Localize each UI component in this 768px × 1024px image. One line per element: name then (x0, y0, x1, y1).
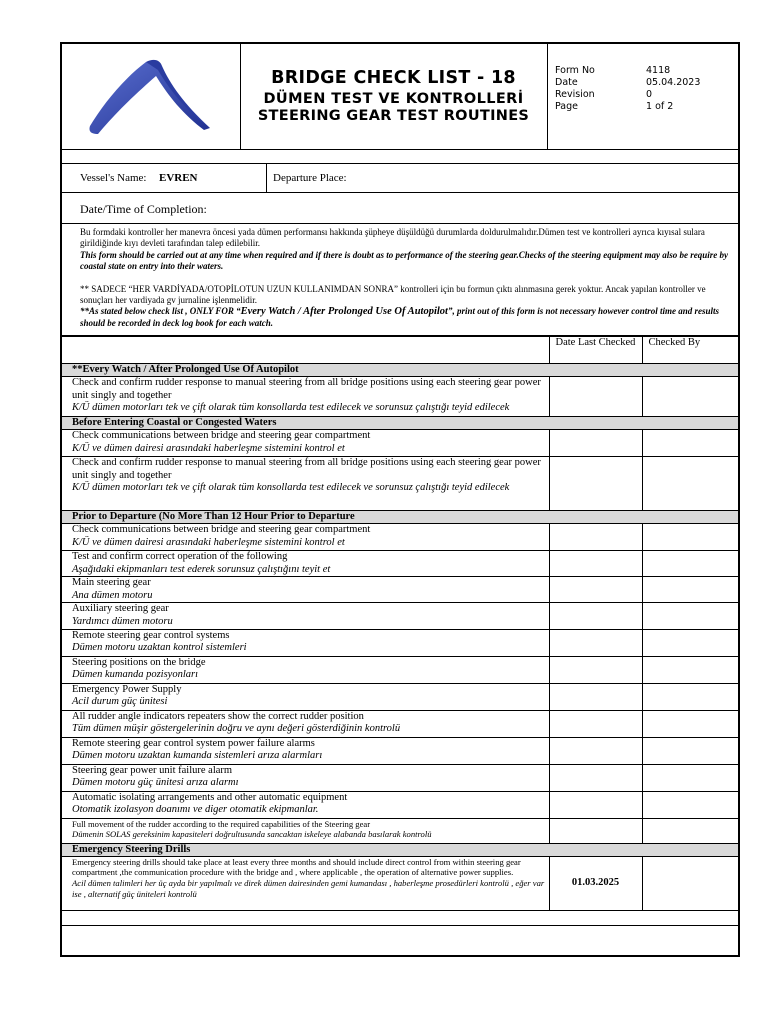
completion-label: Date/Time of Completion: (80, 202, 207, 216)
date-last-checked-cell[interactable] (549, 430, 642, 457)
item-text-tr: Yardımcı dümen motoru (72, 615, 173, 627)
checklist-item-row (62, 377, 738, 417)
vessel-name-cell (62, 164, 267, 192)
checklist-item-text (62, 603, 549, 629)
date-label: Date (555, 77, 578, 88)
item-text-tr: Ana dümen motoru (72, 589, 153, 601)
checklist-item-row (62, 818, 738, 843)
checked-by-cell[interactable] (642, 764, 738, 791)
item-text-en: Emergency steering drills should take place at least every three months and should include direct control from within steering gear compartment ,the communication procedure with the bridge and , where applicable , the operation of alternative power supplies. (72, 856, 521, 878)
instruction-en-2c: ”, print out of this form is not necessary however control time and results should be recorded in deck log book for each watch. (80, 306, 719, 328)
checklist-item-row (62, 524, 738, 551)
checklist-item-row (62, 430, 738, 457)
item-text-tr: Otomatik izolasyon doanımı ve diger otomatik ekipmanlar. (72, 804, 319, 816)
checklist-item-text (62, 683, 549, 710)
item-text-en: Check and confirm rudder response to manual steering from all bridge positions using each steering gear power unit singly and together (72, 457, 541, 481)
checklist-item-text (62, 656, 549, 683)
checked-by-cell[interactable] (642, 710, 738, 737)
form-title: BRIDGE CHECK LIST - 18 (271, 68, 516, 88)
date-last-checked-cell[interactable] (549, 710, 642, 737)
checked-by-cell[interactable] (642, 737, 738, 764)
checklist-item-text (62, 629, 549, 656)
item-text-en: Auxiliary steering gear (72, 603, 169, 615)
checklist-item-text (62, 524, 549, 551)
checklist-item-text (62, 856, 549, 910)
checklist-item-row (62, 710, 738, 737)
date-last-checked-cell[interactable] (549, 457, 642, 511)
item-text-en: Remote steering gear control system power failure alarms (72, 737, 315, 749)
date-last-checked-cell[interactable] (549, 577, 642, 603)
date-last-checked-cell[interactable] (549, 818, 642, 843)
form-header (62, 44, 738, 150)
checked-by-cell[interactable] (642, 856, 738, 910)
instruction-en-1: This form should be carried out at any time when required and if there is doubt as to performance of the steering gear.Checks of the steering equipment may also be require by coastal state on entry into their waters. (80, 249, 729, 272)
table-header-row (62, 337, 738, 364)
page-value: 1 of 2 (646, 101, 674, 112)
checklist-item-row (62, 457, 738, 511)
blank-cell (62, 910, 738, 925)
checklist-item-text (62, 710, 549, 737)
checklist-item-row (62, 683, 738, 710)
date-last-checked-cell[interactable] (549, 524, 642, 551)
section-header-row (62, 417, 738, 430)
vessel-row (62, 164, 738, 193)
section-title: Prior to Departure (No More Than 12 Hour Prior to Departure (62, 511, 738, 524)
instruction-en-2a: **As stated below check list , ONLY FOR “ (80, 306, 241, 317)
item-text-tr: Dümen motoru güç ünitesi arıza alarmı (72, 777, 239, 789)
checked-by-cell[interactable] (642, 683, 738, 710)
vessel-name-value[interactable]: EVREN (159, 172, 198, 184)
date-last-checked-cell[interactable] (549, 377, 642, 417)
date-last-checked-cell[interactable]: 01.03.2025 (549, 856, 642, 910)
revision-value: 0 (646, 89, 653, 100)
date-last-checked-cell[interactable] (549, 629, 642, 656)
revision-label: Revision (555, 89, 595, 100)
form-info (547, 44, 738, 149)
form-no-label: Form No (555, 65, 595, 76)
item-text-tr: Aşağıdaki ekipmanları test ederek sorunsuz çalıştığını teyit et (72, 563, 331, 575)
checked-by-cell[interactable] (642, 430, 738, 457)
item-text-en: Check and confirm rudder response to manual steering from all bridge positions using each steering gear power unit singly and together (72, 377, 541, 401)
item-text-en: Automatic isolating arrangements and other automatic equipment (72, 791, 348, 803)
date-last-checked-cell[interactable] (549, 683, 642, 710)
checked-by-cell[interactable] (642, 377, 738, 417)
item-text-tr: Acil durum güç ünitesi (72, 696, 168, 708)
item-text-tr: K/Ü ve dümen dairesi arasındaki haberleşme sistemini kontrol et (72, 442, 345, 454)
checklist-item-row (62, 577, 738, 603)
item-text-en: Check communications between bridge and steering gear compartment (72, 430, 371, 441)
checklist-item-text (62, 457, 549, 511)
item-text-en: Main steering gear (72, 577, 151, 589)
item-text-en: Emergency Power Supply (72, 683, 182, 695)
item-text-tr: Dümen kumanda pozisyonları (72, 669, 198, 681)
checklist-item-row (62, 551, 738, 577)
checklist-item-text (62, 791, 549, 818)
item-text-tr: K/Ü dümen motorları tek ve çift olarak tüm konsollarda test edilecek ve sorunsuz çalıştığı teyid edilecek (72, 402, 510, 414)
date-last-checked-cell[interactable] (549, 737, 642, 764)
item-text-en: Steering gear power unit failure alarm (72, 764, 233, 776)
form-subtitle-en: STEERING GEAR TEST ROUTINES (257, 108, 530, 124)
instruction-en-2b: Every Watch / After Prolonged Use Of Autopilot (240, 306, 448, 318)
checklist-item-row (62, 764, 738, 791)
instruction-tr-2: ** SADECE “HER VARDİYADA/OTOPİLOTUN UZUN KULLANIMDAN SONRA” kontrolleri için bu formun çıktı alınmasına gerek yoktur. Ancak yapılan kontroller ve sonuçları her vardiyada gv jurnaline işlenmelidir. (80, 283, 706, 306)
checked-by-cell[interactable] (642, 551, 738, 577)
checklist-item-row (62, 737, 738, 764)
completion-row (62, 193, 738, 224)
item-text-tr: Acil dümen talimleri her üç ayda bir yapılmalı ve direk dümen dairesinden gemi kumandası , haberleşme prosedürleri kontrolü , eğer var ise , alternatif güç üniteleri kontrolü (72, 878, 545, 899)
item-text-tr: Dümen motoru uzaktan kumanda sistemleri arıza alarmları (72, 750, 323, 762)
checked-by-cell[interactable] (642, 656, 738, 683)
item-text-en: All rudder angle indicators repeaters show the correct rudder position (72, 710, 364, 722)
checklist-item-row (62, 856, 738, 910)
instruction-en-2 (80, 306, 728, 329)
form-subtitle-tr: DÜMEN TEST VE KONTROLLERİ (263, 91, 524, 107)
section-header-row (62, 511, 738, 524)
checklist-item-row (62, 603, 738, 629)
checked-by-cell[interactable] (642, 629, 738, 656)
item-text-en: Remote steering gear control systems (72, 629, 230, 641)
checklist-item-text (62, 430, 549, 457)
item-text-tr: Dümenin SOLAS gereksinim kapasiteleri doğrultusunda sancaktan iskeleye alabanda basılarak kontrolü (72, 829, 432, 840)
item-text-en: Test and confirm correct operation of the following (72, 551, 288, 562)
logo-cell (62, 44, 241, 149)
instructions-block (62, 224, 738, 336)
checklist-item-text (62, 377, 549, 417)
checked-by-cell[interactable] (642, 818, 738, 843)
checklist-item-row (62, 791, 738, 818)
checklist-item-text (62, 818, 549, 843)
item-text-en: Full movement of the rudder according to the required capabilities of the Steering gear (72, 818, 371, 829)
checked-by-cell[interactable] (642, 577, 738, 603)
checked-by-cell[interactable] (642, 603, 738, 629)
item-text-tr: Tüm dümen müşir göstergelerinin doğru ve aynı değeri gösterdiğinin kontrolü (72, 723, 401, 735)
section-header-row (62, 364, 738, 377)
date-value: 05.04.2023 (646, 77, 701, 88)
checked-by-cell[interactable] (642, 791, 738, 818)
checklist-item-text (62, 577, 549, 603)
checklist-item-row (62, 656, 738, 683)
item-text-en: Check communications between bridge and steering gear compartment (72, 524, 371, 535)
checklist-item-text (62, 737, 549, 764)
checklist-item-text (62, 551, 549, 577)
section-title: **Every Watch / After Prolonged Use Of Autopilot (62, 364, 738, 377)
page-label: Page (555, 101, 578, 112)
date-last-checked-cell[interactable] (549, 603, 642, 629)
section-title: Before Entering Coastal or Congested Waters (62, 417, 738, 430)
table-header-blank (62, 337, 549, 364)
item-text-tr: K/Ü dümen motorları tek ve çift olarak tüm konsollarda test edilecek ve sorunsuz çalıştığı teyid edilecek (72, 482, 510, 494)
title-block (240, 44, 548, 149)
checklist-table (62, 336, 738, 926)
date-last-checked-cell[interactable] (549, 551, 642, 577)
section-title: Emergency Steering Drills (62, 843, 738, 856)
date-last-checked-cell[interactable] (549, 764, 642, 791)
checked-by-cell[interactable] (642, 524, 738, 551)
item-text-tr: Dümen motoru uzaktan kontrol sistemleri (72, 642, 247, 654)
checklist-item-text (62, 764, 549, 791)
checked-by-cell[interactable] (642, 457, 738, 511)
instruction-tr-1: Bu formdaki kontroller her manevra öncesi yada dümen performansı hakkında şüpheye düşüldüğü durumlarda doldurulmalıdır.Dümen test ve kontrolleri ayrıca kıyısal sulara girildiğinde kıyı devleti tarafından talep edilebilir. (80, 227, 705, 249)
date-last-checked-cell[interactable] (549, 656, 642, 683)
departure-place-label: Departure Place: (273, 172, 347, 184)
item-text-tr: K/Ü ve dümen dairesi arasındaki haberleşme sistemini kontrol et (72, 536, 345, 548)
checklist-form (60, 42, 740, 957)
checklist-item-row (62, 629, 738, 656)
company-logo-icon (62, 44, 240, 149)
blank-row (62, 910, 738, 925)
form-no-value: 4118 (646, 65, 671, 76)
section-header-row (62, 843, 738, 856)
vessel-name-label: Vessel's Name: (80, 172, 147, 184)
spacer-row (62, 149, 738, 164)
col-date-last-checked: Date Last Checked (549, 337, 642, 364)
item-text-en: Steering positions on the bridge (72, 656, 206, 668)
col-checked-by: Checked By (642, 337, 738, 364)
date-last-checked-cell[interactable] (549, 791, 642, 818)
